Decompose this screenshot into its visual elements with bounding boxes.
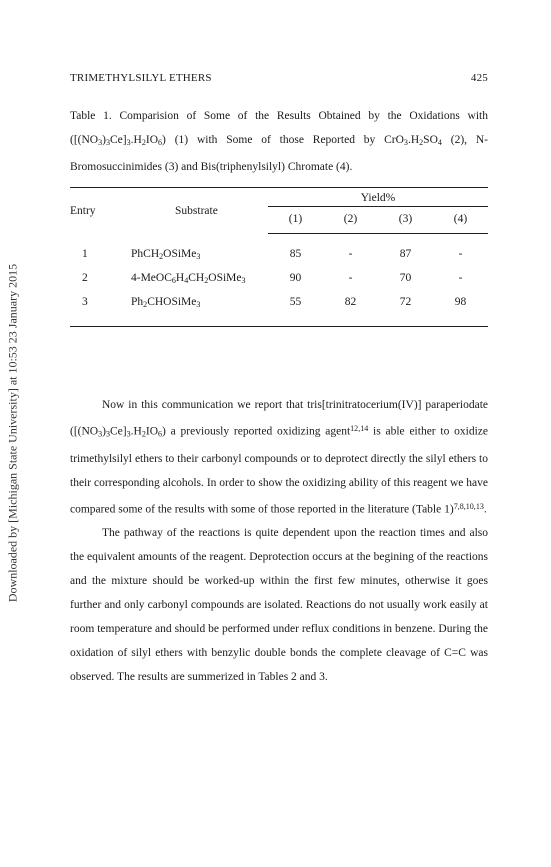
yield-method-4: -: [458, 248, 463, 260]
substrate-formula: $Ph_2CHOSiMe_3$: [131, 295, 201, 309]
body-text: [70, 393, 488, 689]
download-notice: Downloaded by [Michigan State University] at 10:53 23 January 2015: [5, 263, 20, 603]
yield-method-4: -: [458, 272, 463, 284]
yield-method-4: 98: [454, 296, 467, 308]
table-row: [70, 242, 488, 266]
paragraph: Now in this communication we report that tris[trinitratocerium(IV)] paraperiodate $([(NO_3)_3Ce]_3.H_2IO_6)$ a previously reported oxidizing agent$^{12,14}$ is able either to oxidize trimethylsilyl ethers to their carbonyl compounds or to deprotect directly the silyl ethers to their corresponding alcohols. In order to show the oxidizing ability of this reagent we have compared some of the results with some of those reported in the literature (Table 1)$^{7,8,10,13}$.: [70, 399, 488, 516]
table-row: [70, 266, 488, 290]
yield-method-2: -: [348, 272, 353, 284]
column-header-yield: Yield%: [268, 188, 488, 207]
page-number: 425: [470, 72, 488, 84]
column-header-method-4: (4): [433, 207, 488, 234]
column-header-method-3: (3): [378, 207, 433, 234]
column-header-method-2: (2): [323, 207, 378, 234]
yield-method-3: 70: [399, 272, 412, 284]
table-row: [70, 290, 488, 314]
substrate-formula: $4-MeOC_6H_4CH_2OSiMe_3$: [131, 271, 246, 285]
paragraph: The pathway of the reactions is quite dependent upon the reaction times and also the equivalent amounts of the reagent. Deprotection occurs at the begining of the reactions and the mixture should be worked-up within the first few minutes, otherwise it goes further and only carbonyl compounds are isolated. Reactions do not usually work easily at room temperature and should be performed under reflux conditions in benzene. During the oxidation of silyl ethers with benzylic double bonds the complete cleavage of C=C was observed. The results are summerized in Tables 2 and 3.: [70, 527, 488, 684]
yield-method-2: 82: [344, 296, 357, 308]
column-header-method-1: (1): [268, 207, 323, 234]
yield-method-1: 85: [289, 248, 302, 260]
running-head: [70, 72, 488, 84]
column-header-substrate: Substrate: [131, 188, 268, 234]
results-table: [70, 187, 488, 327]
yield-method-2: -: [348, 248, 353, 260]
substrate-formula: PhCH$_2$OSiMe$_3$: [131, 247, 201, 261]
yield-method-1: 90: [289, 272, 302, 284]
entry-number: 2: [82, 272, 88, 284]
yield-method-1: 55: [289, 296, 302, 308]
running-head-title: TRIMETHYLSILYL ETHERS: [70, 72, 212, 84]
entry-number: 3: [82, 296, 88, 308]
entry-number: 1: [82, 248, 88, 260]
yield-method-3: 72: [399, 296, 412, 308]
column-header-entry: Entry: [70, 188, 131, 234]
download-sidebar: [0, 0, 26, 867]
journal-page: [70, 72, 488, 689]
yield-method-3: 87: [399, 248, 412, 260]
table-caption: Table 1. Comparision of Some of the Results Obtained by the Oxidations with $([(NO_3)_3Ce]_3.H_2IO_6)$ (1) with Some of those Reported by $CrO_3.H_2SO_4$ (2), N-Bromosuccinimides (3) and Bis(triphenylsilyl) Chromate (4).: [70, 110, 488, 173]
